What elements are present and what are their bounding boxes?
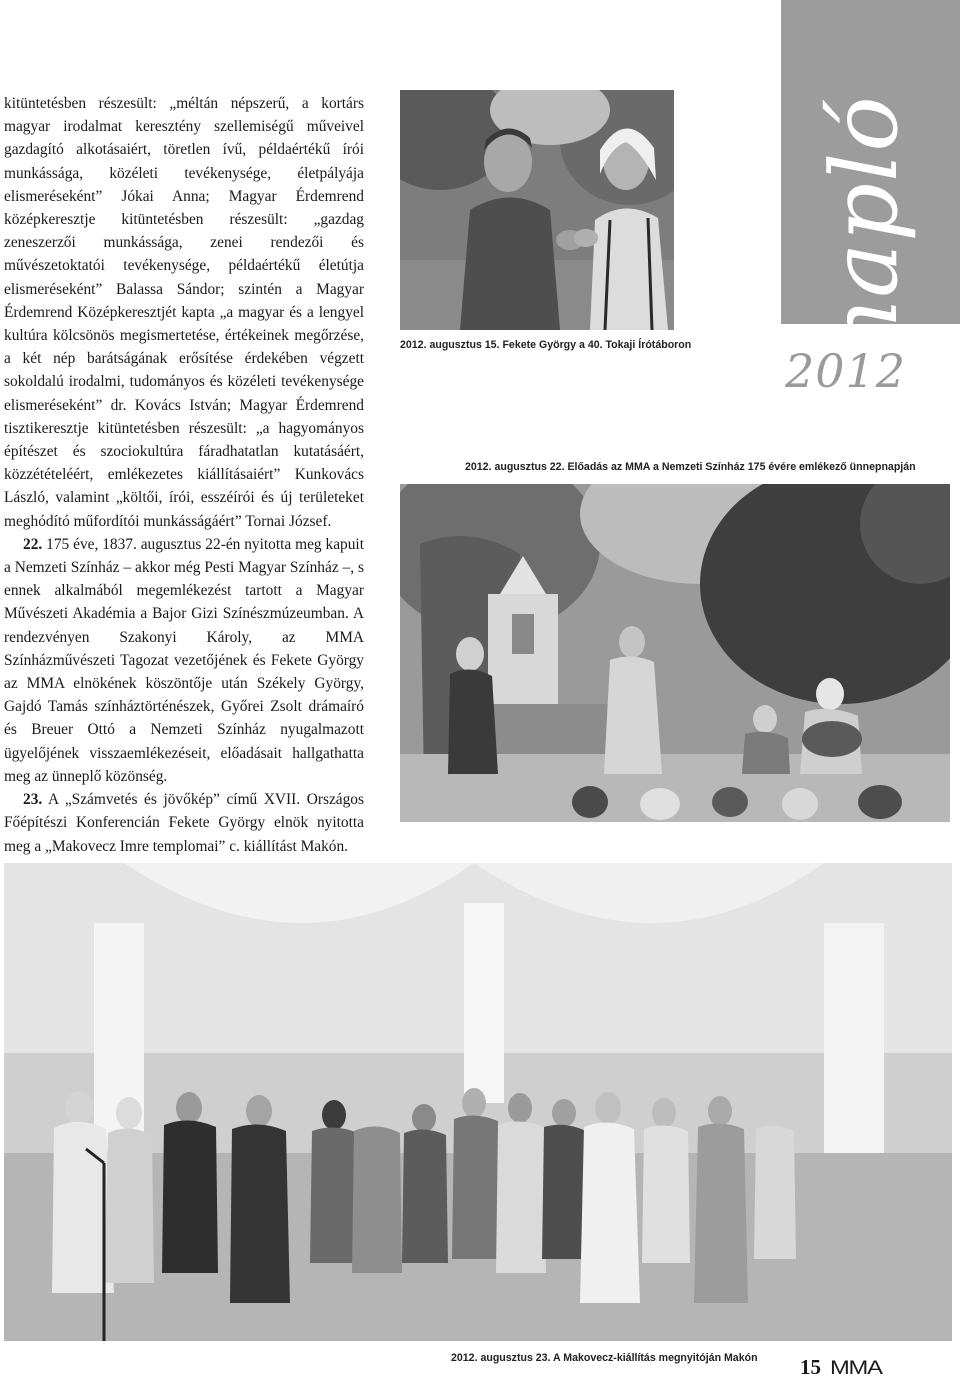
article-entry-22 <box>4 533 364 788</box>
article-paragraph: kitüntetésben részesült: „méltán népszerű, a kortárs magyar irodalmat keresztény szellemiségű műveivel gazdagító alkotásaiért, töretlen ívű, példaértékű írói munkássága, közéleti tevékenysége, életpályája elismeréseként” Jókai Anna; Magyar Érdemrend középkeresztje kitüntetésben részesült: „gazdag zeneszerzői munkássága, zenei rendezői és művészetoktatói tevékenysége, példaértékű életútja elismeréseként” Balassa Sándor; szintén a Magyar Érdemrend Középkeresztjét kapta „a magyar és a lengyel kultúra kölcsönös megismertetése, értékeinek megőrzése, a két nép barátságának erősítése érdekében végzett sokoldalú irodalmi, tudományos és közéleti tevékenysége elismeréseként” dr. Kovács István; Magyar Érdemrend tisztikeresztje kitüntetésben részesült: „a hagyományos építészet és szociokultúra fáradhatatlan kutatásáért, közzétételéért, emlékezetes kiállításaiért” Kunkovács László, valamint „költői, írói, esszéírói és új területeket meghódító műfordítói munkásságáért” Tornai József. <box>4 95 364 530</box>
entry-text: 175 éve, 1837. augusztus 22-én nyitotta meg kapuit a Nemzeti Színház – akkor még Pesti Magyar Színház –, s ennek alkalmából megemlékezést tartott a Magyar Művészeti Akadémia a Bajor Gizi Színészmúzeumban. A rendezvényen Szakonyi Károly, az MMA Színházművészeti Tagozat vezetőjének és Fekete György az MMA elnökének köszöntője után Székely György, Gajdó Tamás színháztörténészek, Győrei Zsolt drámaíró és Breuer Ottó a Nemzeti Színház nyugalmazott ügyelőjének visszaemlékezéseit, előadásait hallgathatta meg az ünneplő közönség. <box>4 535 364 785</box>
article-entry-23 <box>4 788 364 858</box>
mma-logo: MMA <box>830 1358 882 1379</box>
section-year: 2012 <box>785 344 907 398</box>
photo-caption: 2012. augusztus 23. A Makovecz-kiállítás megnyitóján Makón <box>451 1352 758 1364</box>
entry-day-number: 22. <box>23 535 43 553</box>
entry-text: A „Számvetés és jövőkép” című XVII. Országos Főépítészi Konferencián Fekete György elnök nyitotta meg a „Makovecz Imre templomai” c. kiállítást Makón. <box>4 791 364 855</box>
photo-makovecz-exhibition <box>4 863 952 1341</box>
section-title: napló <box>811 95 918 358</box>
photo-tokaj-writers-camp <box>400 90 674 330</box>
photo-caption: 2012. augusztus 15. Fekete György a 40. Tokaji Írótáboron <box>400 339 692 351</box>
photo-theatre-celebration <box>400 484 950 822</box>
photo-caption: 2012. augusztus 22. Előadás az MMA a Nemzeti Színház 175 évére emlékező ünnepnapján <box>465 461 916 473</box>
article-text <box>4 92 364 858</box>
page-number: 15 <box>800 1355 821 1379</box>
entry-day-number: 23. <box>23 791 43 809</box>
